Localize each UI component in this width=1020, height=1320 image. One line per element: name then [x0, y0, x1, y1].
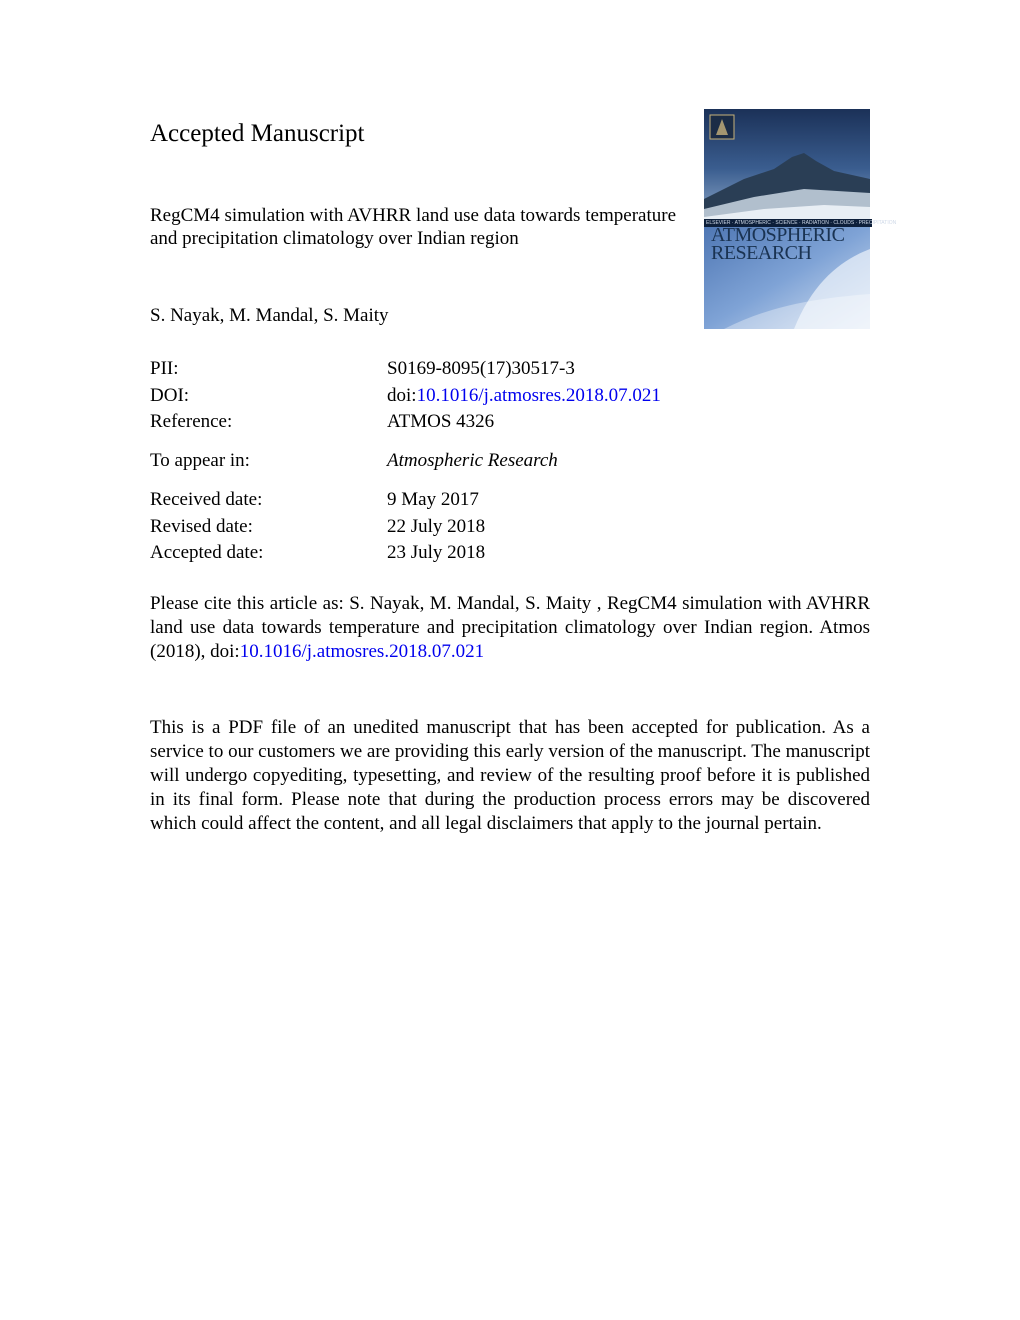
accepted-date-value: 23 July 2018 — [387, 542, 486, 563]
doi-prefix: doi: — [387, 385, 417, 406]
doi-value — [387, 384, 661, 407]
page-heading: Accepted Manuscript — [150, 120, 365, 147]
disclaimer-paragraph: This is a PDF file of an unedited manuscript that has been accepted for publication. As a service to our customers we are providing this early version of the manuscript. The manuscript will undergo copyediting, typesetting, and review of the resulting proof before it is published in its final form. Please note that during the production process errors may be discovered which could affect the content, and all legal disclaimers that apply to the journal pertain. — [150, 717, 870, 834]
cover-journal-line-1: ATMOSPHERIC — [711, 224, 845, 246]
appear-in-label: To appear in: — [150, 450, 250, 471]
cover-journal-name — [711, 226, 871, 262]
author-list: S. Nayak, M. Mandal, S. Maity — [150, 305, 389, 326]
doi-label: DOI: — [150, 385, 190, 406]
accepted-date-label: Accepted date: — [150, 542, 264, 563]
reference-label: Reference: — [150, 411, 233, 432]
citation-paragraph — [150, 592, 870, 664]
cover-subject-strip: ELSEVIER · ATMOSPHERIC · SCIENCE · RADIATION · CLOUDS · PRECIPITATION — [706, 220, 897, 226]
cover-journal-line-2: RESEARCH — [711, 242, 812, 264]
journal-cover-image — [704, 109, 897, 329]
pii-label: PII: — [150, 358, 179, 379]
journal-name: Atmospheric Research — [387, 450, 558, 471]
doi-link[interactable]: 10.1016/j.atmosres.2018.07.021 — [416, 385, 661, 406]
received-date-value: 9 May 2017 — [387, 489, 479, 510]
revised-date-value: 22 July 2018 — [387, 516, 486, 537]
received-date-label: Received date: — [150, 489, 263, 510]
article-title: RegCM4 simulation with AVHRR land use data towards temperature and precipitation climatology over Indian region — [150, 205, 676, 249]
pii-value: S0169-8095(17)30517-3 — [387, 358, 575, 379]
citation-text: Please cite this article as: S. Nayak, M. Mandal, S. Maity , RegCM4 simulation with AVHRR land use data towards temperature and precipitation climatology over Indian region. Atmos (2018), doi: — [150, 593, 870, 662]
citation-doi-link[interactable]: 10.1016/j.atmosres.2018.07.021 — [239, 641, 485, 662]
reference-value: ATMOS 4326 — [387, 411, 495, 432]
revised-date-label: Revised date: — [150, 516, 253, 537]
